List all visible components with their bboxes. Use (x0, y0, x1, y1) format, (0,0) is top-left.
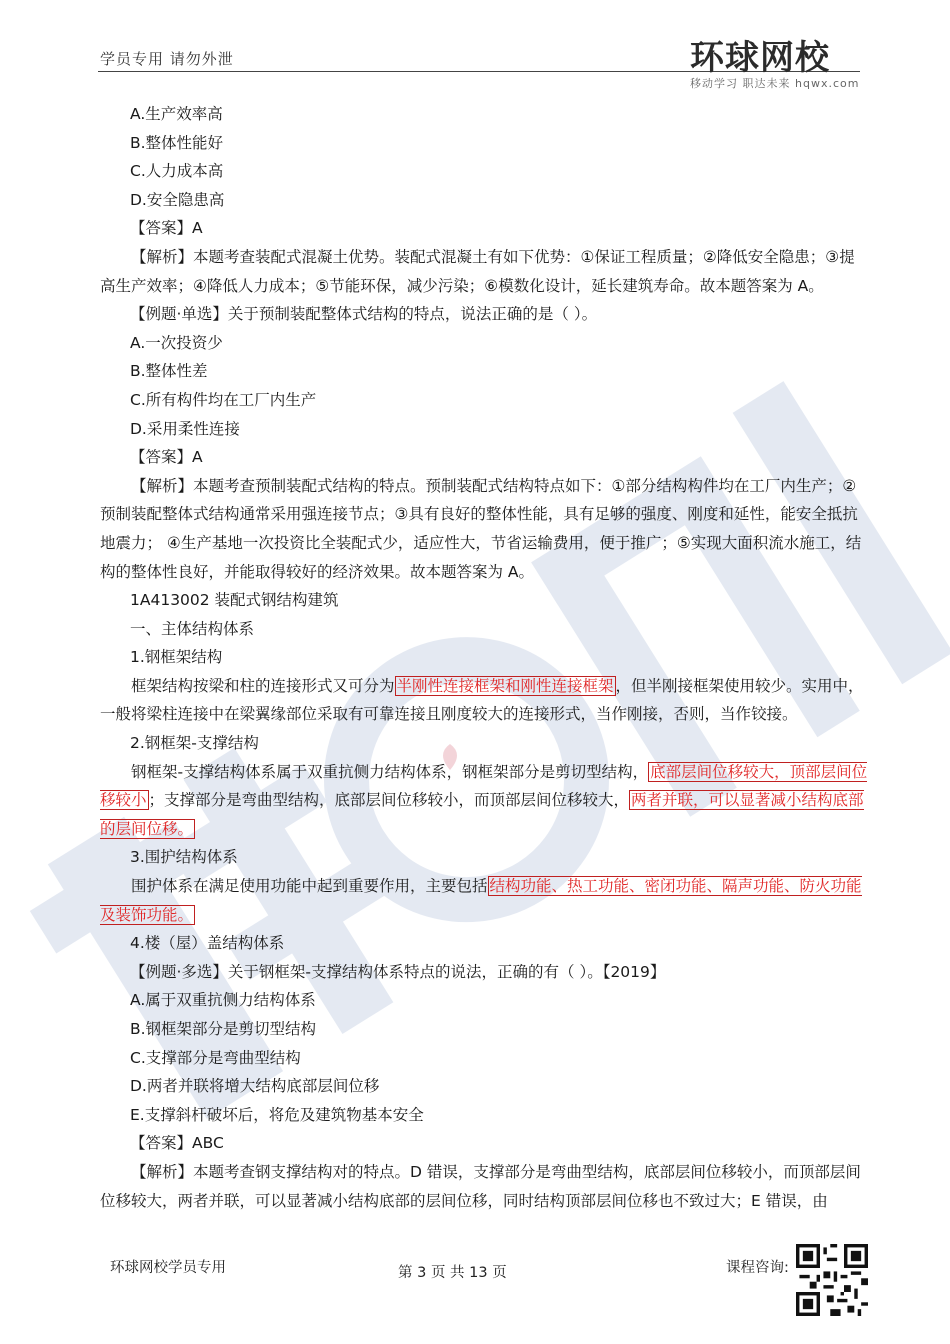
text-run: 框架结构按梁和柱的连接形式又可分为 (131, 676, 395, 695)
paragraph: 【答案】A (130, 219, 203, 238)
paragraph: 【例题·多选】关于钢框架-支撑结构体系特点的说法，正确的有（ ）。【2019】 (130, 962, 666, 981)
paragraph (100, 758, 868, 844)
brand-logo-text: 环球网校 (690, 38, 830, 78)
paragraph: A.一次投资少 (130, 333, 223, 352)
paragraph: 【解析】本题考查预制装配式结构的特点。预制装配式结构特点如下：①部分结构构件均在工厂内生产；②预制装配整体式结构通常采用强连接节点；③具有良好的整体性能，具有足够的强度、刚度和延性，能安全抵抗地震力； ④生产基地一次投资比全装配式少，适应性大，节省运输费用，便于推广；⑤实现大面积流水施工，结构的整体性良好，并能取得较好的经济效果。故本题答案为 A。 (100, 476, 862, 581)
paragraph: 【解析】本题考查钢支撑结构对的特点。D 错误，支撑部分是弯曲型结构，底部层间位移较小，而顶部层间位移较大，两者并联，可以显著减小结构底部的层间位移，同时结构顶部层间位移也不致过大；E 错误，由 (100, 1162, 861, 1210)
paragraph: C.支撑部分是弯曲型结构 (130, 1048, 301, 1067)
highlighted-key-point: 半刚性连接框架和刚性连接框架 (396, 676, 614, 695)
highlighted-key-point: 结构功能、热工功能、密闭功能、隔声功能、防火功能及装饰功能。 (100, 877, 862, 924)
course-consult-label: 课程咨询: (726, 1260, 789, 1276)
qr-code-icon (796, 1244, 868, 1316)
paragraph: C.人力成本高 (130, 162, 224, 181)
paragraph: 4.楼（屋）盖结构体系 (130, 934, 285, 953)
paragraph: B.钢框架部分是剪切型结构 (130, 1020, 317, 1038)
text-run: 钢框架-支撑结构体系属于双重抗侧力结构体系，钢框架部分是剪切型结构， (131, 762, 649, 781)
paragraph: A.生产效率高 (130, 105, 223, 123)
highlighted-key-point: 底部层间位移较大，顶部层间位移较小 (100, 762, 868, 810)
paragraph (100, 672, 868, 729)
paragraph: B.整体性能好 (130, 133, 224, 152)
paragraph (100, 872, 868, 929)
brand-tagline: 移动学习 职达未来 hqwx.com (690, 77, 860, 90)
paragraph: D.安全隐患高 (130, 190, 225, 209)
paragraph: C.所有构件均在工厂内生产 (130, 390, 317, 409)
text-run: 围护体系在满足使用功能中起到重要作用，主要包括 (131, 877, 488, 896)
page-number: 第 3 页 共 13 页 (398, 1265, 507, 1281)
document-body (100, 100, 868, 1215)
paragraph: D.两者并联将增大结构底部层间位移 (130, 1077, 380, 1096)
text-run: ；支撑部分是弯曲型结构，底部层间位移较小，而顶部层间位移较大， (148, 791, 630, 810)
paragraph: 【例题·单选】关于预制装配整体式结构的特点，说法正确的是（ ）。 (130, 305, 598, 324)
paragraph: B.整体性差 (130, 362, 208, 381)
paragraph: 3.围护结构体系 (130, 848, 238, 867)
paragraph: 2.钢框架-支撑结构 (130, 734, 259, 753)
text-run: ，但半刚接框架使用较少。实用中，一般将梁柱连接中在梁翼缘部位采取有可靠连接且刚度较大的连接形式，当作刚接，否则，当作铰接。 (100, 676, 864, 724)
highlighted-key-point: 两者并联，可以显著减小结构底部的层间位移。 (100, 791, 864, 838)
footer-left: 环球网校学员专用 (110, 1260, 226, 1276)
paragraph: D.采用柔性连接 (130, 419, 240, 438)
paragraph: 【答案】A (130, 448, 203, 467)
header-notice: 学员专用 请勿外泄 (100, 50, 234, 68)
paragraph: E.支撑斜杆破坏后，将危及建筑物基本安全 (130, 1105, 424, 1124)
paragraph: 一、主体结构体系 (130, 619, 255, 638)
paragraph: 1.钢框架结构 (130, 648, 223, 667)
brand-logo (690, 30, 830, 79)
paragraph: 【答案】ABC (130, 1134, 224, 1153)
paragraph: A.属于双重抗侧力结构体系 (130, 991, 316, 1010)
paragraph: 【解析】本题考查装配式混凝土优势。装配式混凝土有如下优势：①保证工程质量；②降低安全隐患；③提高生产效率；④降低人力成本；⑤节能环保，减少污染；⑥模数化设计，延长建筑寿命。故本题答案为 A。 (100, 247, 855, 295)
paragraph: 1A413002 装配式钢结构建筑 (130, 591, 339, 610)
